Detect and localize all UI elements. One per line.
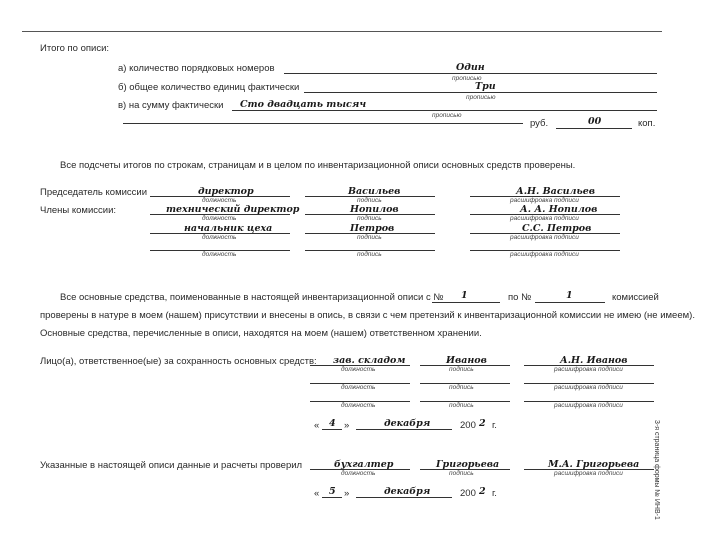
- caption-position: должность: [202, 234, 237, 241]
- totals-c-label: в) на сумму фактически: [118, 100, 224, 111]
- side-note: 3-я страница формы № ИНВ-1: [653, 420, 660, 520]
- chair-signature: Васильев: [348, 186, 401, 197]
- caption-decoding: расшифровка подписи: [510, 197, 579, 204]
- caption-position: должность: [202, 197, 237, 204]
- caption-position: должность: [341, 384, 376, 391]
- caption-position: должность: [341, 366, 376, 373]
- to-no-line: [535, 302, 605, 303]
- member2-position: начальник цеха: [184, 223, 273, 234]
- to-no-label: по №: [508, 292, 532, 303]
- caption-signature: подпись: [449, 470, 474, 477]
- caption-decoding: расшифровка подписи: [510, 215, 579, 222]
- caption-position: должность: [202, 215, 237, 222]
- date1-year-label: г.: [492, 420, 497, 431]
- verified-position: бухгалтер: [334, 459, 394, 470]
- caption-decoding: расшифровка подписи: [510, 251, 579, 258]
- members-label: Члены комиссии:: [40, 205, 117, 216]
- date2-close-quote: »: [344, 488, 350, 499]
- date1-year-suffix: 2: [479, 418, 486, 429]
- date1-open-quote: «: [314, 420, 320, 431]
- date2-open-quote: «: [314, 488, 320, 499]
- date2-month-line: [356, 497, 452, 498]
- caption-signature: подпись: [449, 366, 474, 373]
- totals-c-line-2: [123, 123, 523, 124]
- date2-month: декабря: [384, 486, 431, 497]
- verified-signature: Григорьева: [436, 459, 500, 470]
- date1-month-line: [356, 429, 452, 430]
- caption-signature: подпись: [449, 384, 474, 391]
- totals-a-value: Один: [456, 62, 485, 73]
- date1-year-prefix: 200: [460, 420, 476, 431]
- date1-day-line: [322, 429, 342, 430]
- member1-name: А. А. Нопилов: [520, 204, 598, 215]
- member1-position: технический директор: [166, 204, 300, 215]
- caption-decoding: расшифровка подписи: [510, 234, 579, 241]
- caption-position: должность: [341, 402, 376, 409]
- date2-year-suffix: 2: [479, 486, 486, 497]
- confirm-line1: Все основные средства, поименованные в настоящей инвентаризационной описи с №: [60, 292, 444, 303]
- confirm-line2: проверены в натуре в моем (нашем) присутствии и внесены в опись, в связи с чем претензий к инвентаризационной комиссии не имею (не имеем).: [40, 310, 695, 321]
- caption-decoding: расшифровка подписи: [554, 384, 623, 391]
- responsible-label: Лицо(а), ответственное(ые) за сохранность основных средств:: [40, 356, 317, 367]
- caption-signature: подпись: [449, 402, 474, 409]
- caption-decoding: расшифровка подписи: [554, 402, 623, 409]
- totals-a-caption: прописью: [452, 75, 482, 82]
- responsible-name: А.Н. Иванов: [560, 355, 628, 366]
- chair-label: Председатель комиссии: [40, 187, 148, 198]
- caption-decoding: расшифровка подписи: [554, 470, 623, 477]
- responsible-position: зав. складом: [333, 355, 406, 366]
- date1-day: 4: [329, 418, 336, 429]
- date1-close-quote: »: [344, 420, 350, 431]
- rub-label: руб.: [530, 118, 549, 129]
- totals-c-caption: прописью: [432, 112, 462, 119]
- totals-c-value: Сто двадцать тысяч: [240, 99, 367, 110]
- from-no: 1: [461, 290, 468, 301]
- totals-b-value: Три: [475, 81, 496, 92]
- chair-name: А.Н. Васильев: [516, 186, 596, 197]
- caption-signature: подпись: [357, 197, 382, 204]
- date2-day: 5: [329, 486, 336, 497]
- caption-signature: подпись: [357, 234, 382, 241]
- totals-b-label: б) общее количество единиц фактически: [118, 82, 300, 93]
- kop-label: коп.: [638, 118, 656, 129]
- member2-signature: Петров: [350, 223, 395, 234]
- verified-label: Указанные в настоящей описи данные и расчеты проверил: [40, 460, 303, 471]
- totals-a-label: а) количество порядковых номеров: [118, 63, 275, 74]
- caption-signature: подпись: [357, 215, 382, 222]
- top-rule: [22, 31, 662, 32]
- caption-position: должность: [341, 470, 376, 477]
- date2-year-prefix: 200: [460, 488, 476, 499]
- chair-position: директор: [198, 186, 254, 197]
- totals-c-line: [232, 110, 657, 111]
- member2-name: С.С. Петров: [522, 223, 592, 234]
- from-no-line: [432, 302, 500, 303]
- caption-decoding: расшифровка подписи: [554, 366, 623, 373]
- kop-value: 00: [588, 116, 602, 127]
- confirm-line1-tail: комиссией: [612, 292, 659, 303]
- responsible-signature: Иванов: [446, 355, 487, 366]
- date1-month: декабря: [384, 418, 431, 429]
- totals-b-caption: прописью: [466, 94, 496, 101]
- caption-position: должность: [202, 251, 237, 258]
- to-no: 1: [566, 290, 573, 301]
- totals-heading: Итого по описи:: [40, 43, 110, 54]
- confirm-line3: Основные средства, перечисленные в описи, находятся на моем (нашем) ответственном хранении.: [40, 328, 482, 339]
- totals-b-line: [304, 92, 657, 93]
- verified-name: М.А. Григорьева: [548, 459, 640, 470]
- member1-signature: Нопилов: [350, 204, 399, 215]
- caption-signature: подпись: [357, 251, 382, 258]
- checked-statement: Все подсчеты итогов по строкам, страницам и в целом по инвентаризационной описи основных средств проверены.: [60, 160, 576, 171]
- date2-year-label: г.: [492, 488, 497, 499]
- totals-a-line: [284, 73, 657, 74]
- date2-day-line: [322, 497, 342, 498]
- kop-line: [556, 128, 632, 129]
